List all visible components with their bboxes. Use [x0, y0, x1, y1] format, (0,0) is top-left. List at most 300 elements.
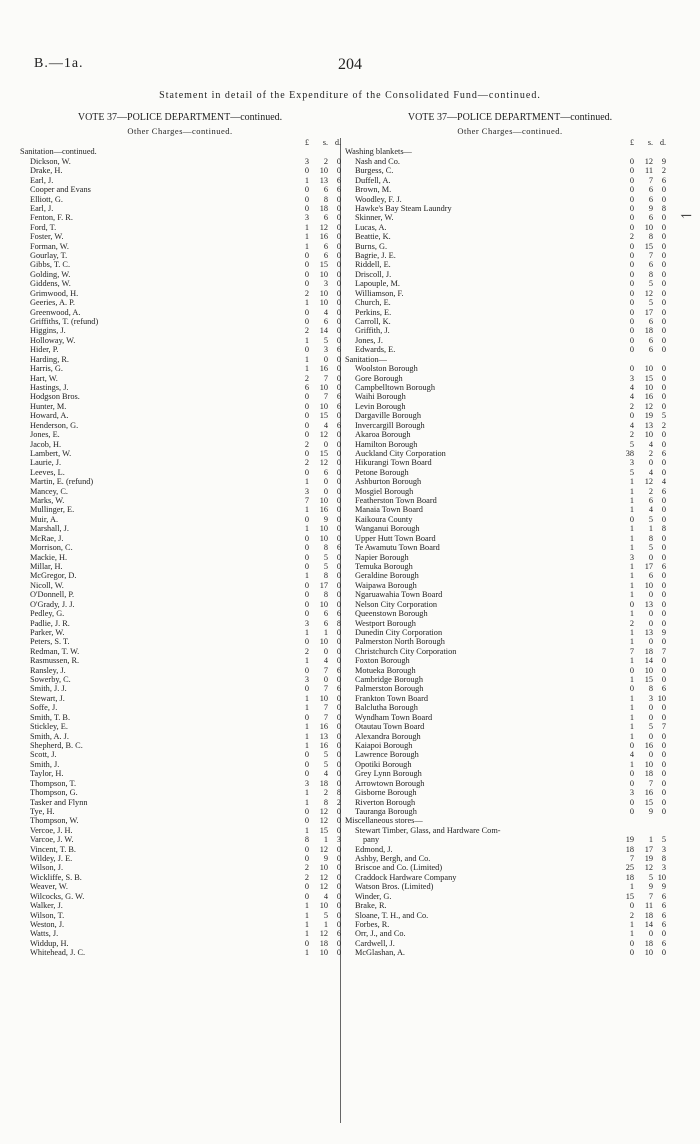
pounds: 0	[629, 203, 634, 213]
pounds: 0	[304, 561, 309, 571]
pounds: 1	[629, 929, 634, 939]
pounds: 0	[629, 213, 634, 223]
shillings: 7	[648, 251, 653, 261]
payee-name: Brake, R.	[355, 901, 387, 911]
shillings: 13	[319, 731, 328, 741]
payee-name: Featherston Town Board	[355, 496, 437, 506]
payee-name: Craddock Hardware Company	[355, 872, 457, 882]
pence: 0	[661, 458, 666, 468]
pounds: 1	[304, 948, 309, 958]
shillings: 7	[323, 703, 328, 713]
ledger-row	[345, 223, 667, 232]
shillings: 7	[323, 712, 328, 722]
pence: 6	[661, 901, 666, 911]
left-vote-heading: VOTE 37—POLICE DEPARTMENT—continued.	[77, 112, 283, 123]
payee-name: Wickliffe, S. B.	[30, 872, 82, 882]
payee-name: Harris, G.	[30, 364, 63, 374]
pence: 0	[336, 251, 341, 261]
ledger-row	[345, 298, 667, 307]
pence: 6	[336, 929, 341, 939]
pence: 6	[661, 920, 666, 930]
ledger-row	[345, 750, 667, 759]
pounds: 1	[304, 524, 309, 534]
shillings: 15	[644, 373, 653, 383]
payee-name: O'Grady, J. J.	[30, 599, 75, 609]
payee-name: Nicoll, W.	[30, 580, 64, 590]
payee-name: Edwards, E.	[355, 345, 396, 355]
section-label: Sanitation—	[345, 354, 387, 364]
pounds: 1	[629, 675, 634, 685]
pence: 0	[336, 571, 341, 581]
shillings: 10	[319, 382, 328, 392]
pounds: 1	[304, 920, 309, 930]
pounds: 0	[629, 335, 634, 345]
payee-name: Waihi Borough	[355, 392, 406, 402]
shillings: 6	[323, 185, 328, 195]
shillings: 16	[319, 232, 328, 242]
ledger-row	[20, 600, 342, 609]
pounds: 0	[304, 684, 309, 694]
pence: 0	[336, 854, 341, 864]
pence: 0	[661, 599, 666, 609]
pence: 0	[661, 496, 666, 506]
shillings: 10	[319, 948, 328, 958]
pence: 0	[336, 241, 341, 251]
pounds: 1	[304, 232, 309, 242]
payee-name: Invercargill Borough	[355, 420, 425, 430]
pounds: 0	[304, 552, 309, 562]
payee-name: Gisborne Borough	[355, 788, 417, 798]
pence: 0	[661, 317, 666, 327]
pounds: 0	[629, 326, 634, 336]
ledger-row	[345, 345, 667, 354]
shillings: 12	[319, 430, 328, 440]
ledger-row	[20, 722, 342, 731]
pounds: 0	[304, 599, 309, 609]
shillings: 3	[323, 279, 328, 289]
pounds: 0	[304, 194, 309, 204]
shillings: 10	[644, 382, 653, 392]
payee-name: Henderson, G.	[30, 420, 79, 430]
payee-name: Mullinger, E.	[30, 505, 75, 515]
shillings: 7	[323, 665, 328, 675]
pence: 6	[336, 543, 341, 553]
pence: 8	[336, 788, 341, 798]
payee-name: Sloane, T. H., and Co.	[355, 910, 429, 920]
pence: 0	[661, 373, 666, 383]
payee-name: Peters, S. T.	[30, 637, 70, 647]
pounds: 0	[629, 901, 634, 911]
pounds: 1	[629, 693, 634, 703]
shillings: 2	[323, 788, 328, 798]
payee-name: Marshall, J.	[30, 524, 69, 534]
payee-name: Carroll, K.	[355, 317, 391, 327]
section-label: Sanitation—continued.	[20, 147, 97, 157]
pounds: 1	[304, 693, 309, 703]
ledger-row	[345, 468, 667, 477]
pence: 0	[661, 590, 666, 600]
ledger-row	[345, 185, 667, 194]
ledger-row	[20, 279, 342, 288]
pounds: 2	[304, 439, 309, 449]
payee-name: Beattie, K.	[355, 232, 391, 242]
pounds: 1	[304, 910, 309, 920]
pounds: 3	[304, 675, 309, 685]
shillings: 5	[648, 298, 653, 308]
ledger-row	[20, 675, 342, 684]
shillings: 10	[319, 269, 328, 279]
payee-name: Earl, J.	[30, 175, 54, 185]
pounds: 1	[304, 627, 309, 637]
pence: 0	[661, 288, 666, 298]
pence: 3	[661, 863, 666, 873]
pence: 0	[336, 552, 341, 562]
pence: 6	[336, 392, 341, 402]
ledger-row	[20, 260, 342, 269]
pence: 3	[661, 844, 666, 854]
payee-name: Smith, J.	[30, 759, 60, 769]
payee-name: Smith, J. J.	[30, 684, 67, 694]
pence: 6	[661, 684, 666, 694]
payee-name: Nelson City Corporation	[355, 599, 438, 609]
shillings: 13	[644, 420, 653, 430]
pounds: 0	[629, 514, 634, 524]
pence: 0	[336, 863, 341, 873]
pence: 2	[336, 797, 341, 807]
ledger-row	[345, 845, 667, 854]
pence: 0	[336, 269, 341, 279]
pounds: 0	[304, 750, 309, 760]
pence: 10	[657, 872, 666, 882]
pounds: 1	[304, 354, 309, 364]
ledger-row	[20, 223, 342, 232]
shillings: 0	[648, 552, 653, 562]
shillings: 0	[648, 703, 653, 713]
pounds: 0	[304, 467, 309, 477]
shillings: 18	[319, 203, 328, 213]
payee-name: Edmond, J.	[355, 844, 393, 854]
payee-name: McGregor, D.	[30, 571, 77, 581]
shillings: 12	[319, 882, 328, 892]
pounds: 2	[304, 872, 309, 882]
pounds: 1	[629, 712, 634, 722]
shillings: 1	[323, 835, 328, 845]
shillings: 12	[644, 863, 653, 873]
payee-name: Drake, H.	[30, 166, 63, 176]
shillings: 7	[323, 392, 328, 402]
payee-name: Greenwood, A.	[30, 307, 81, 317]
pence: 0	[336, 938, 341, 948]
payee-name: Padlie, J. R.	[30, 618, 70, 628]
shillings: 19	[644, 411, 653, 421]
pence: 0	[336, 288, 341, 298]
shillings: 9	[323, 514, 328, 524]
pence: 5	[661, 835, 666, 845]
ledger-row	[345, 317, 667, 326]
payee-name: Dunedin City Corporation	[355, 627, 443, 637]
shillings: 6	[648, 213, 653, 223]
ledger-row	[20, 430, 342, 439]
payee-name: Upper Hutt Town Board	[355, 533, 436, 543]
ledger-row	[345, 590, 667, 599]
shillings: 6	[648, 194, 653, 204]
pence: 0	[661, 571, 666, 581]
pence: 0	[336, 561, 341, 571]
shillings: 10	[319, 533, 328, 543]
payee-name: Burns, G.	[355, 241, 388, 251]
pence: 9	[661, 156, 666, 166]
pence: 0	[336, 778, 341, 788]
pounds: 3	[629, 373, 634, 383]
pence: 0	[336, 891, 341, 901]
shillings: 0	[323, 646, 328, 656]
ledger-row	[20, 468, 342, 477]
pounds: 1	[629, 590, 634, 600]
ledger-row	[20, 242, 342, 251]
shillings: 10	[644, 222, 653, 232]
payee-name: Whitehead, J. C.	[30, 948, 86, 958]
pence: 0	[661, 637, 666, 647]
payee-name: Foxton Borough	[355, 656, 410, 666]
payee-name: Marks, W.	[30, 496, 65, 506]
pence: 0	[661, 326, 666, 336]
payee-name: Skinner, W.	[355, 213, 394, 223]
payee-name: Ransley, J.	[30, 665, 66, 675]
pence: 0	[336, 750, 341, 760]
section-label: Washing blankets—	[345, 147, 412, 157]
pence: 0	[661, 241, 666, 251]
pounds: 0	[304, 665, 309, 675]
payee-name: Walker, J.	[30, 901, 63, 911]
payee-name: Hider, P.	[30, 345, 59, 355]
pounds: 0	[304, 609, 309, 619]
ledger-row	[345, 826, 667, 835]
payee-name: Scott, J.	[30, 750, 57, 760]
ledger-row	[345, 157, 667, 166]
ledger-row	[345, 609, 667, 618]
ledger-row	[20, 835, 342, 844]
pence: 0	[336, 675, 341, 685]
payee-name: Riverton Borough	[355, 797, 416, 807]
pounds: 1	[304, 741, 309, 750]
shillings: 10	[319, 496, 328, 506]
ledger-row	[20, 402, 342, 411]
shillings: 4	[323, 307, 328, 317]
payee-name: Alexandra Borough	[355, 731, 421, 741]
ledger-row	[345, 364, 667, 373]
ledger-row	[20, 505, 342, 514]
pence: 0	[336, 646, 341, 656]
pence: 7	[661, 646, 666, 656]
ledger-row	[345, 619, 667, 628]
ledger-row	[20, 845, 342, 854]
ledger-row	[345, 392, 667, 401]
payee-name: Frankton Town Board	[355, 693, 429, 703]
shillings: 7	[323, 684, 328, 694]
ledger-row	[345, 524, 667, 533]
pounds: 2	[629, 430, 634, 440]
payee-name: Ngaruawahia Town Board	[355, 590, 443, 600]
shillings: 10	[319, 166, 328, 176]
shillings: 15	[644, 797, 653, 807]
pounds: 0	[304, 514, 309, 524]
pence: 8	[336, 618, 341, 628]
shillings: 5	[648, 514, 653, 524]
payee-name: Dickson, W.	[30, 156, 71, 166]
payee-name: Jones, E.	[30, 430, 60, 440]
payee-name: Winder, G.	[355, 891, 392, 901]
pounds: 0	[304, 854, 309, 864]
pounds: 0	[304, 411, 309, 421]
payee-name: Watson Bros. (Limited)	[355, 882, 434, 892]
payee-name: Grey Lynn Borough	[355, 769, 422, 779]
pounds: 3	[304, 778, 309, 788]
pounds: 0	[304, 882, 309, 892]
payee-name: Gibbs, T. C.	[30, 260, 71, 270]
shillings: 1	[323, 627, 328, 637]
pence: 0	[336, 448, 341, 458]
shillings: 6	[323, 251, 328, 261]
pence: 0	[661, 806, 666, 816]
payee-name: Burgess, C.	[355, 166, 394, 176]
ledger-row	[345, 873, 667, 882]
ledger-row	[20, 166, 342, 175]
pounds: 1	[304, 477, 309, 487]
pounds: 1	[304, 505, 309, 515]
pounds: 4	[629, 750, 634, 760]
pounds: 0	[629, 599, 634, 609]
pounds: 4	[629, 392, 634, 402]
payee-name: Woolston Borough	[355, 364, 418, 374]
pounds: 0	[629, 806, 634, 816]
shillings: 0	[648, 637, 653, 647]
ledger-row	[20, 816, 342, 825]
ledger-row	[20, 213, 342, 222]
ledger-row	[345, 854, 667, 863]
shillings: 13	[644, 627, 653, 637]
pence: 0	[661, 665, 666, 675]
ledger-row	[20, 543, 342, 552]
pounds: 3	[304, 486, 309, 496]
ledger-row	[345, 260, 667, 269]
shillings: 10	[319, 524, 328, 534]
pounds: 0	[304, 203, 309, 213]
pounds: 0	[304, 533, 309, 543]
ledger-row	[345, 562, 667, 571]
ledger-row	[20, 308, 342, 317]
payee-name: Forman, W.	[30, 241, 69, 251]
pounds: 0	[304, 251, 309, 261]
pounds: 1	[304, 788, 309, 798]
shillings: 16	[319, 364, 328, 374]
pence: 0	[336, 533, 341, 543]
right-subheading: Other Charges—continued.	[457, 126, 563, 136]
pence: 0	[336, 430, 341, 440]
pence: 0	[661, 618, 666, 628]
payee-name: Millar, H.	[30, 561, 63, 571]
ledger-row	[345, 166, 667, 175]
ledger-row	[20, 732, 342, 741]
shillings: 15	[644, 675, 653, 685]
pence: 0	[336, 213, 341, 223]
shillings: 4	[323, 656, 328, 666]
ledger-row	[20, 411, 342, 420]
ledger-row	[345, 449, 667, 458]
shillings: 18	[644, 769, 653, 779]
pounds: 0	[629, 741, 634, 750]
pence: 6	[336, 345, 341, 355]
shillings: 6	[648, 496, 653, 506]
payee-name: Pedley, G.	[30, 609, 65, 619]
ledger-row	[20, 458, 342, 467]
payee-name: Palmerston North Borough	[355, 637, 445, 647]
shillings: 17	[644, 561, 653, 571]
ledger-row	[20, 741, 342, 750]
pence: 0	[661, 609, 666, 619]
ledger-row	[20, 392, 342, 401]
pence: 0	[336, 599, 341, 609]
pence: 3	[336, 835, 341, 845]
payee-name: Gore Borough	[355, 373, 403, 383]
shillings: 9	[648, 882, 653, 892]
pounds: 0	[629, 260, 634, 270]
pounds: 0	[304, 430, 309, 440]
pounds: 2	[304, 373, 309, 383]
pounds: 0	[629, 185, 634, 195]
shillings: 8	[648, 533, 653, 543]
payee-name: Smith, A. J.	[30, 731, 69, 741]
ledger-row	[345, 647, 667, 656]
ledger-row	[20, 637, 342, 646]
payee-name: Taylor, H.	[30, 769, 64, 779]
ledger-row	[20, 449, 342, 458]
shillings: 8	[323, 797, 328, 807]
shillings: 18	[644, 938, 653, 948]
payee-name: Queenstown Borough	[355, 609, 428, 619]
pence: 6	[336, 665, 341, 675]
payee-name: Hikurangi Town Board	[355, 458, 432, 468]
shillings: 6	[323, 467, 328, 477]
pounds: 1	[304, 241, 309, 251]
payee-name: Perkins, E.	[355, 307, 392, 317]
pence: 0	[336, 496, 341, 506]
pounds: 0	[304, 307, 309, 317]
ledger-row	[345, 477, 667, 486]
pounds: 1	[304, 222, 309, 232]
pence: 0	[661, 769, 666, 779]
pounds: 2	[304, 458, 309, 468]
pence: 0	[661, 260, 666, 270]
pence: 0	[661, 778, 666, 788]
pounds: 0	[629, 938, 634, 948]
ledger-row	[345, 195, 667, 204]
payee-name: Stickley, E.	[30, 722, 68, 732]
payee-name: pany	[363, 835, 380, 845]
ledger-row	[20, 176, 342, 185]
pence: 0	[336, 317, 341, 327]
pounds: 0	[629, 288, 634, 298]
pounds: 7	[304, 496, 309, 506]
payee-name: Mancey, C.	[30, 486, 68, 496]
shillings: 10	[644, 665, 653, 675]
shillings: 5	[323, 910, 328, 920]
shillings: 5	[648, 872, 653, 882]
ledger-row	[345, 760, 667, 769]
payee-name: Thompson, G.	[30, 788, 78, 798]
pence: 6	[336, 185, 341, 195]
pence: 6	[661, 175, 666, 185]
payee-name: Arrowtown Borough	[355, 778, 425, 788]
